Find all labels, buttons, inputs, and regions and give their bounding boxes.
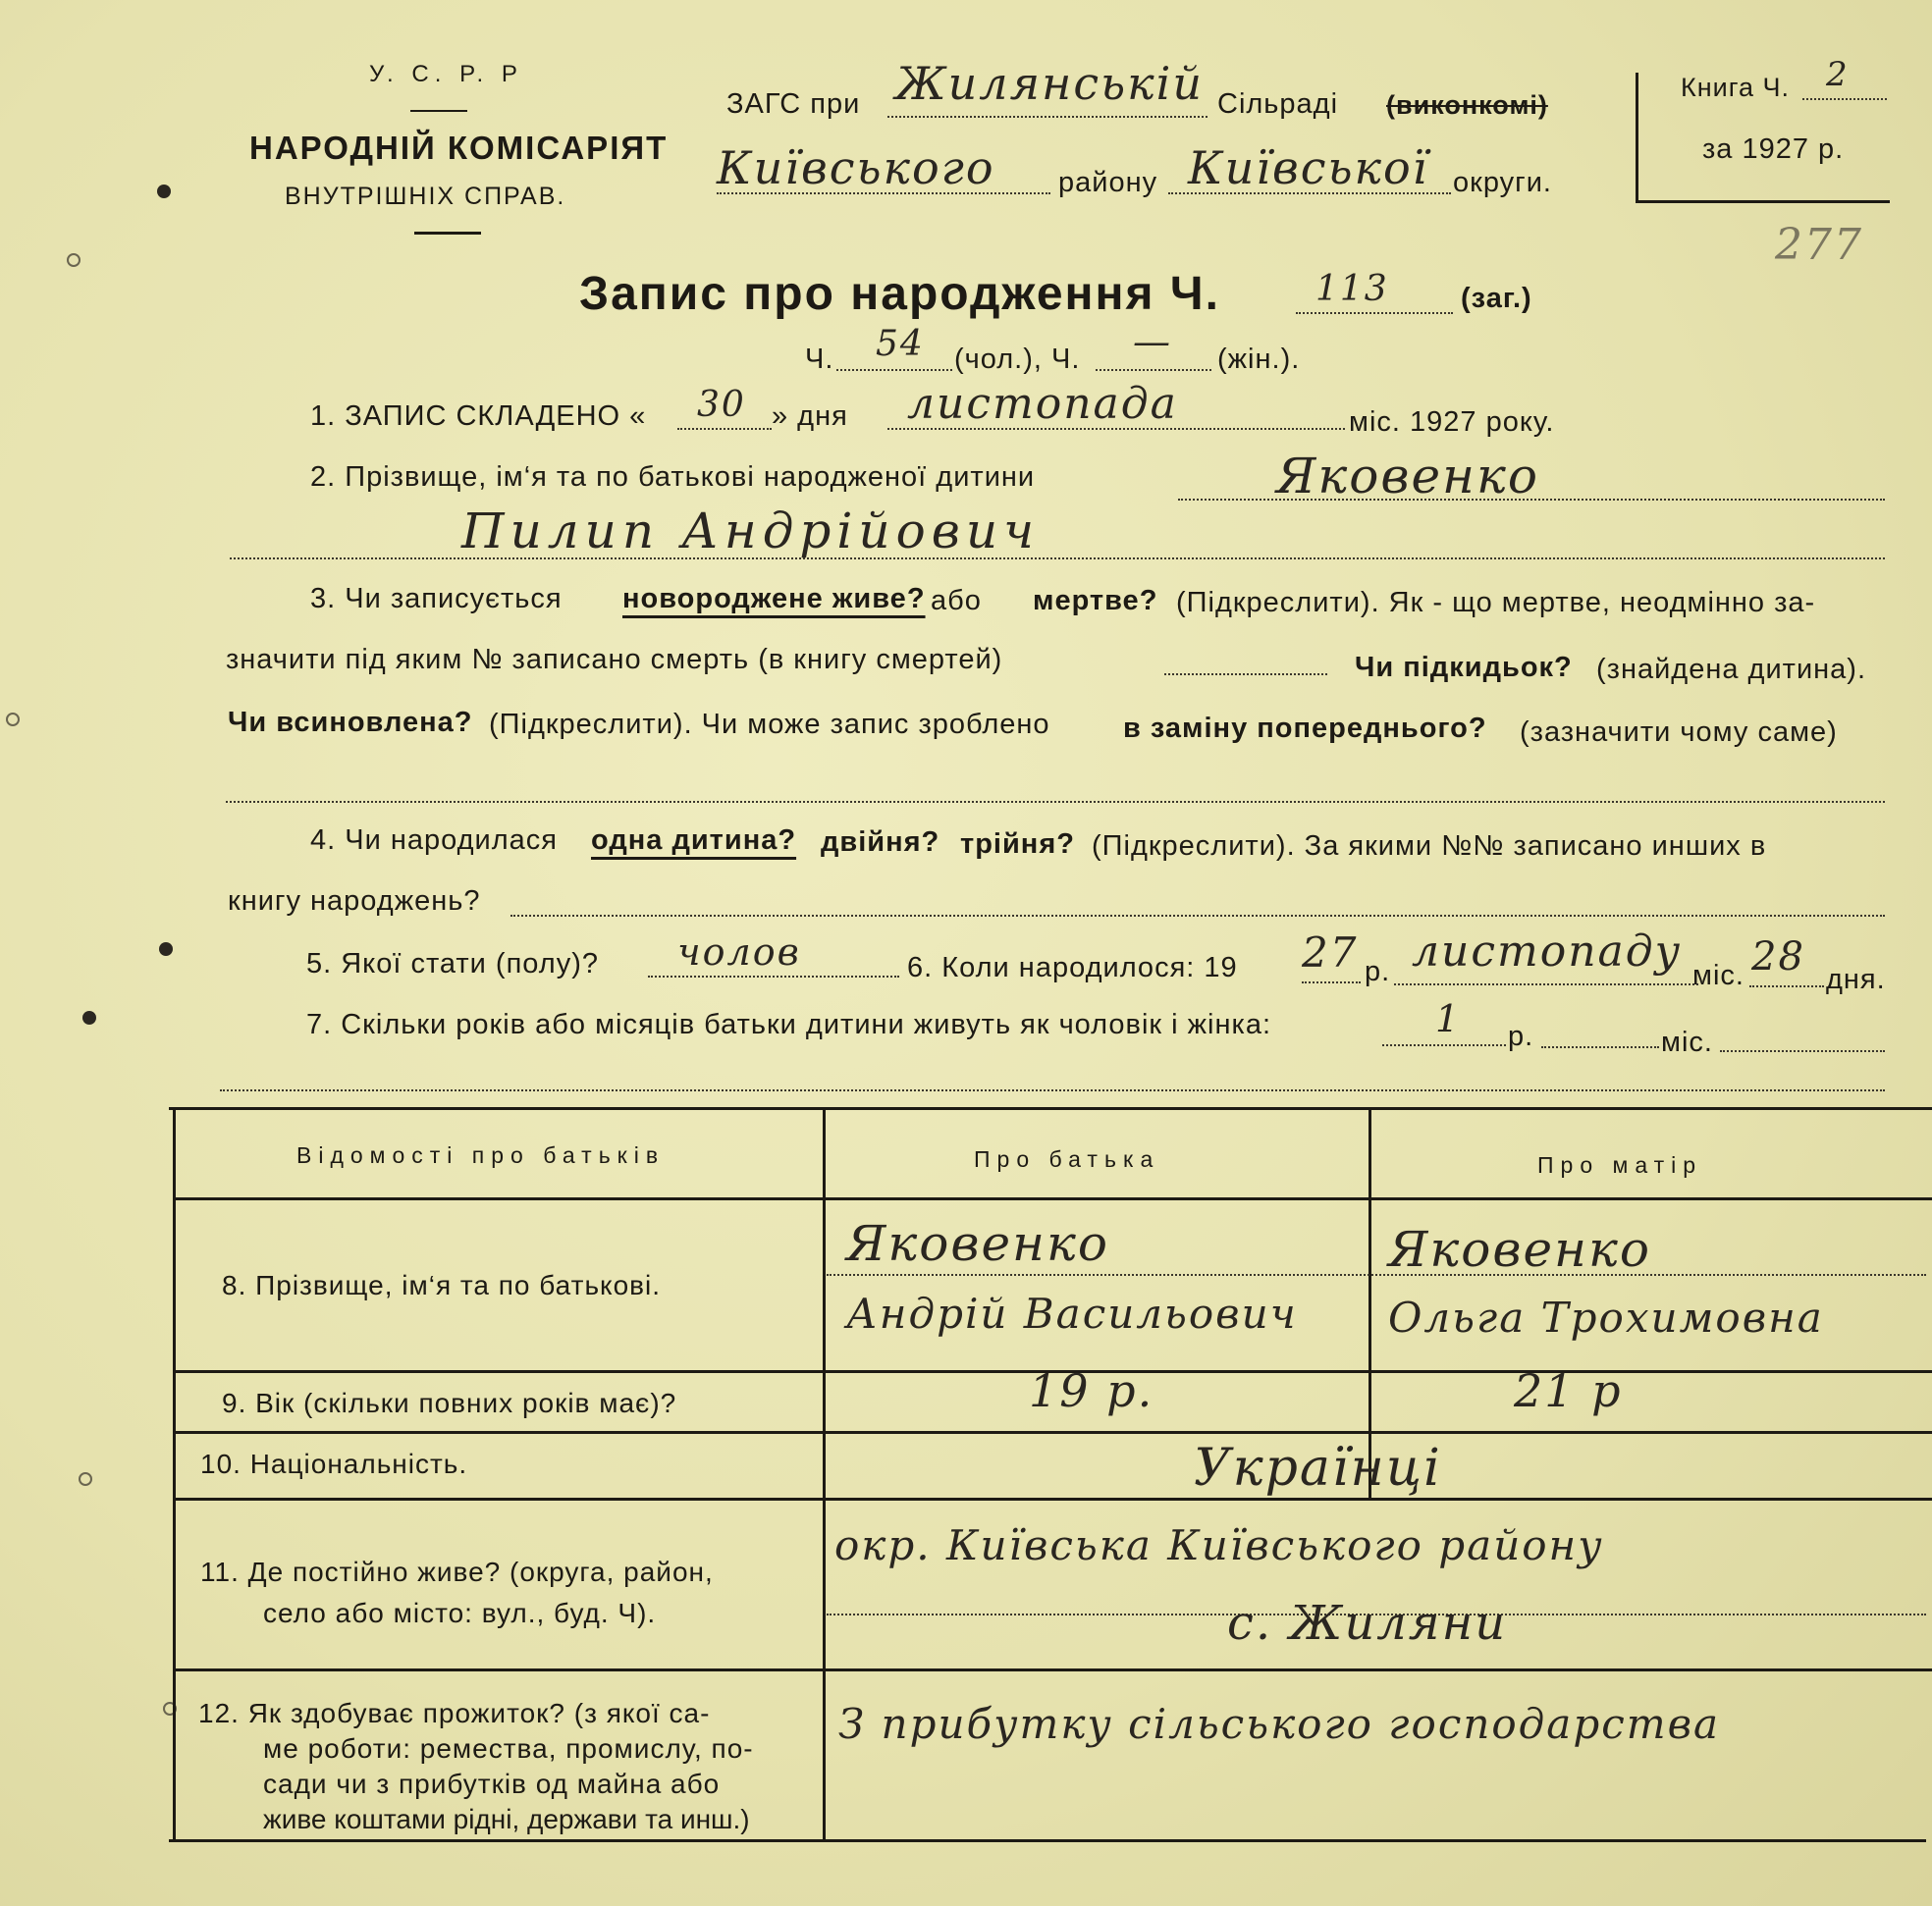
punch-hole [79,1472,92,1486]
child-name: Пилип Андрійович [461,503,1041,559]
item6-dnya: дня. [1826,964,1886,995]
book-label: Книга Ч. [1681,73,1790,102]
item3-dead: мертве? [1033,585,1158,616]
punch-hole [67,253,80,267]
item7-label: 7. Скільки років або місяців батьки дитини живуть як чоловік і жінка: [306,1009,1272,1040]
dotted-line [1096,369,1211,371]
item4-one: одна дитина? [591,824,797,856]
record-title: Запис про народження Ч. [579,268,1220,320]
table-rule [173,1107,176,1841]
internal-affairs-label: ВНУТРІШНІХ СПРАВ. [285,183,566,210]
item3-replace: в заміну попереднього? [1123,713,1487,744]
item5-label: 5. Якої стати (полу)? [306,948,599,979]
item3-a: 3. Чи записується [310,583,563,614]
table-rule [175,1197,1932,1200]
dotted-line [1302,981,1361,983]
father-name: Андрій Васильович [846,1290,1298,1338]
child-sex: чолов [677,930,801,974]
divider [410,110,467,112]
dotted-line [827,1274,1926,1276]
item3-d: (Підкреслити). Чи може запис зроблено [489,709,1050,740]
book-year: за 1927 р. [1702,133,1845,165]
punch-hole [157,185,171,198]
item4-b: (Підкреслити). За якими №№ записано инших в [1092,830,1767,862]
row12-label-2: ме роботи: ремества, промислу, по- [263,1733,754,1764]
residence-2: с. Жиляни [1227,1596,1508,1651]
item1-day: 30 [697,385,746,425]
item3-b: (Підкреслити). Як - що мертве, неодмінно за- [1176,587,1816,618]
dotted-line [1541,1046,1659,1048]
table-rule [823,1107,826,1841]
mother-name: Ольга Трохимовна [1388,1294,1824,1342]
table-rule [175,1498,1932,1501]
dotted-line [648,976,899,978]
row12-label-3: сади чи з прибутків од майна або [263,1769,721,1799]
okruha-label: округи. [1453,167,1552,198]
row12-label-1: 12. Як здобуває прожиток? (з якої са- [198,1698,711,1728]
father-age: 19 р. [1029,1364,1154,1417]
zags-prefix: ЗАГС при [726,88,861,120]
item3-or: або [931,585,982,616]
item7-mis: міс. [1661,1027,1713,1058]
table-rule [169,1839,1926,1842]
livelihood: З прибутку сільського господарства [838,1700,1721,1748]
title-suffix: (заг.) [1461,283,1532,314]
child-surname: Яковенко [1276,448,1539,504]
row12-label-4: живе коштами рідні, держави та инш.) [263,1804,750,1834]
male-number: 54 [876,324,925,364]
item3-found-note: (знайдена дитина). [1596,654,1867,685]
commissariat-title: НАРОДНІЙ КОМІСАРІЯТ [249,130,669,166]
dotted-line [1382,1044,1506,1046]
dotted-line [1296,312,1453,314]
district-label: району [1058,167,1158,198]
nationality: Українці [1194,1439,1442,1498]
item1-suffix: міс. 1927 року. [1349,406,1555,438]
corner-number: 277 [1775,220,1863,270]
birth-year: 27 [1302,928,1359,977]
ussr-label: У. С. Р. Р [369,61,523,87]
birth-day: 28 [1751,934,1805,979]
father-surname: Яковенко [846,1215,1109,1272]
mother-age: 21 р [1514,1364,1623,1417]
row10-label: 10. Національність. [200,1449,468,1479]
item4-c: книгу народжень? [228,885,481,917]
birth-month: листопаду [1412,927,1683,977]
item3-alive: новороджене живе? [622,583,926,614]
dotted-line [1720,1050,1885,1052]
header-father: Про батька [974,1146,1160,1172]
item1-mid: » дня [772,400,848,432]
row11-label-2: село або місто: вул., буд. Ч). [263,1598,657,1628]
female-number: — [1133,320,1172,363]
row11-label-1: 11. Де постійно живе? (округа, район, [200,1557,714,1587]
record-number: 113 [1315,269,1389,309]
dotted-line [1749,985,1824,987]
dotted-line [226,801,1885,803]
married-years: 1 [1435,997,1462,1040]
item3-c: значити під яким № записано смерть (в книгу смертей) [226,644,1003,675]
item4-twins: двійня? [821,826,940,858]
item6-r: р. [1365,956,1391,987]
item4-triplets: трійня? [960,828,1075,860]
table-rule [175,1668,1932,1671]
dotted-line [1394,983,1698,985]
item3-e: (зазначити чому саме) [1520,716,1838,748]
dotted-line [836,369,952,371]
table-rule [175,1431,1932,1434]
table-rule [169,1107,1932,1110]
item7-r: р. [1508,1021,1534,1052]
male-num-prefix: Ч. [805,344,834,375]
punch-hole [6,713,20,726]
row8-label: 8. Прізвище, ім‘я та по батькові. [222,1270,662,1300]
dotted-line [220,1089,1885,1091]
district-name: Київського [717,141,995,194]
dotted-line [510,915,1885,917]
dotted-line [1802,98,1887,100]
item1-prefix: 1. ЗАПИС СКЛАДЕНО « [310,400,647,432]
item2-label: 2. Прізвище, ім‘я та по батькові народженої дитини [310,461,1036,493]
dotted-line [887,116,1208,118]
female-label: (жін.). [1217,344,1301,375]
mother-surname: Яковенко [1388,1221,1651,1278]
silradi-label: Сільраді [1217,88,1339,120]
item3-found: Чи підкидьок? [1355,652,1573,683]
header-info: Відомості про батьків [296,1142,666,1168]
dotted-line [1164,673,1327,675]
parents-table [169,1107,1932,1843]
residence-1: окр. Київська Київського району [834,1521,1604,1569]
item6-mis: міс. [1692,960,1744,991]
row9-label: 9. Вік (скільки повних років має)? [222,1388,677,1418]
item4-a: 4. Чи народилася [310,824,558,856]
zags-village: Жилянській [895,57,1204,110]
okruha-name: Київської [1188,141,1429,194]
book-number: 2 [1826,55,1850,94]
header-mother: Про матір [1537,1152,1703,1178]
punch-hole [159,942,173,956]
item3-adopted: Чи всиновлена? [228,707,473,738]
dotted-line [677,428,772,430]
item1-month: листопада [907,379,1178,429]
item6-label: 6. Коли народилося: 19 [907,952,1238,983]
vykonkom-label: (виконкомі) [1386,90,1548,120]
divider [414,232,481,235]
punch-hole [82,1011,96,1025]
male-label: (чол.), Ч. [954,344,1081,375]
